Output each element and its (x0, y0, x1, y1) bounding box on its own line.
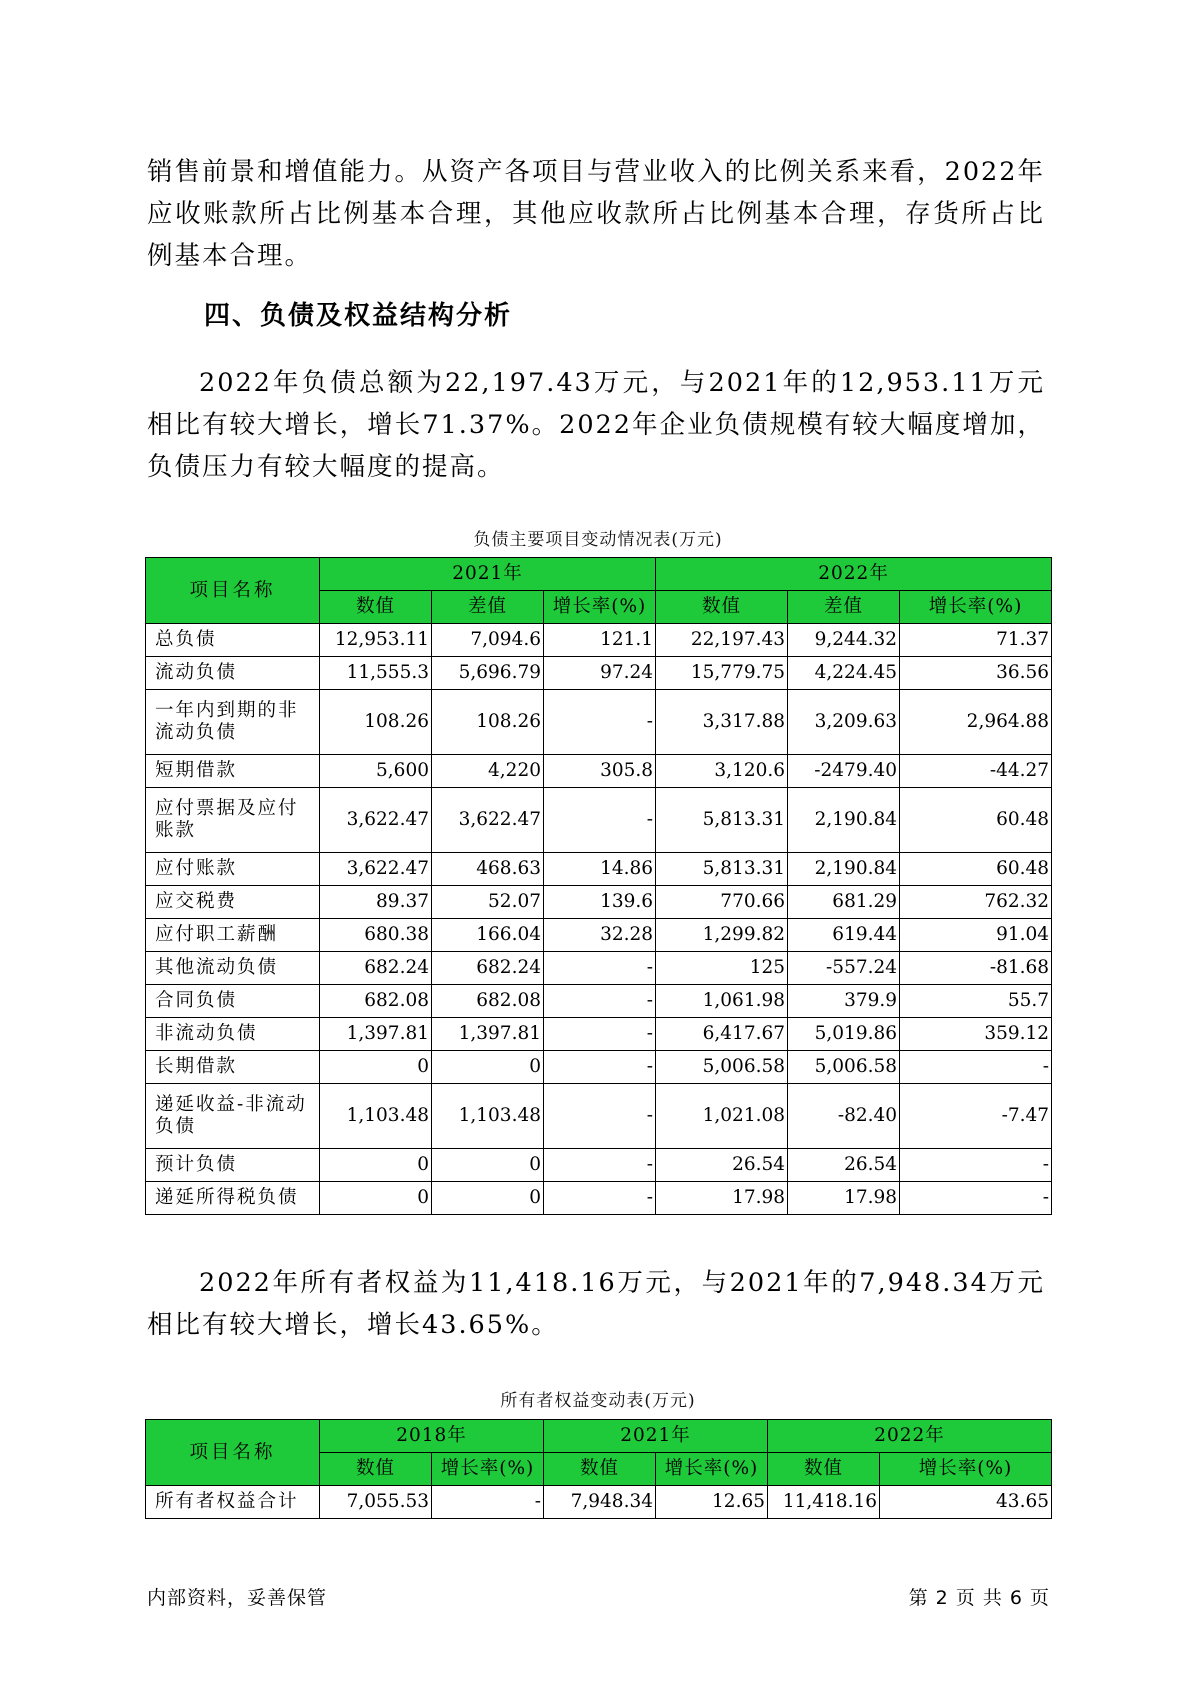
cell-diff-2022: 3,209.63 (788, 690, 900, 755)
header-value: 数值 (320, 1453, 432, 1486)
table-row (146, 788, 1052, 853)
table-row (146, 657, 1052, 690)
cell-value-2022: 5,006.58 (656, 1051, 788, 1084)
cell-value-2022: 1,021.08 (656, 1084, 788, 1149)
section-heading-liabilities-equity: 四、负债及权益结构分析 (204, 301, 513, 331)
footer-confidential-note: 内部资料，妥善保管 (147, 1587, 328, 1609)
table-row (146, 952, 1052, 985)
cell-growth-2021: 139.6 (544, 886, 656, 919)
header-year-2018: 2018年 (320, 1420, 544, 1453)
cell-value-2021: 89.37 (320, 886, 432, 919)
header-growth: 增长率(%) (900, 591, 1052, 624)
cell-growth-2022: 91.04 (900, 919, 1052, 952)
cell-value-2022: 15,779.75 (656, 657, 788, 690)
cell-diff-2022: 2,190.84 (788, 853, 900, 886)
cell-diff-2022: -557.24 (788, 952, 900, 985)
row-name: 合同负债 (146, 985, 320, 1018)
row-name: 应交税费 (146, 886, 320, 919)
paragraph-equity-summary: 2022年所有者权益为11,418.16万元，与2021年的7,948.34万元相比有较大增长，增长43.65%。 (147, 1268, 1045, 1340)
footer-page-number: 第 2 页 共 6 页 (908, 1587, 1050, 1609)
header-value: 数值 (656, 591, 788, 624)
cell-diff-2021: 0 (432, 1051, 544, 1084)
cell-diff-2021: 4,220 (432, 755, 544, 788)
header-diff: 差值 (788, 591, 900, 624)
cell-growth-2022: 43.65 (880, 1486, 1052, 1519)
row-name: 一年内到期的非流动负债 (146, 690, 320, 755)
equity-table-caption: 所有者权益变动表(万元) (500, 1391, 696, 1411)
cell-growth-2018: - (432, 1486, 544, 1519)
table-row (146, 886, 1052, 919)
row-name: 递延收益-非流动负债 (146, 1084, 320, 1149)
row-name: 所有者权益合计 (146, 1486, 320, 1519)
row-name: 流动负债 (146, 657, 320, 690)
cell-value-2021: 1,103.48 (320, 1084, 432, 1149)
paragraph-liabilities-summary: 2022年负债总额为22,197.43万元，与2021年的12,953.11万元相比有较大增长，增长71.37%。2022年企业负债规模有较大幅度增加，负债压力有较大幅度的提高。 (147, 368, 1045, 482)
header-year-2021: 2021年 (320, 558, 656, 591)
cell-growth-2021: 97.24 (544, 657, 656, 690)
row-name: 长期借款 (146, 1051, 320, 1084)
row-name: 应付职工薪酬 (146, 919, 320, 952)
cell-value-2022: 11,418.16 (768, 1486, 880, 1519)
cell-value-2022: 22,197.43 (656, 624, 788, 657)
cell-diff-2021: 1,397.81 (432, 1018, 544, 1051)
liabilities-table (145, 557, 1052, 1215)
cell-diff-2022: 4,224.45 (788, 657, 900, 690)
cell-value-2021: 11,555.3 (320, 657, 432, 690)
row-name: 应付票据及应付账款 (146, 788, 320, 853)
row-name: 应付账款 (146, 853, 320, 886)
table-row (146, 1149, 1052, 1182)
table-row (146, 690, 1052, 755)
header-diff: 差值 (432, 591, 544, 624)
cell-diff-2021: 468.63 (432, 853, 544, 886)
cell-diff-2022: 5,019.86 (788, 1018, 900, 1051)
table-row (146, 755, 1052, 788)
cell-diff-2021: 682.08 (432, 985, 544, 1018)
cell-value-2022: 17.98 (656, 1182, 788, 1215)
cell-growth-2021: 32.28 (544, 919, 656, 952)
row-name: 预计负债 (146, 1149, 320, 1182)
table-row (146, 853, 1052, 886)
header-growth: 增长率(%) (544, 591, 656, 624)
cell-diff-2022: -82.40 (788, 1084, 900, 1149)
cell-diff-2021: 108.26 (432, 690, 544, 755)
header-value: 数值 (320, 591, 432, 624)
cell-value-2021: 1,397.81 (320, 1018, 432, 1051)
cell-growth-2021: - (544, 690, 656, 755)
cell-value-2021: 0 (320, 1051, 432, 1084)
cell-value-2022: 1,299.82 (656, 919, 788, 952)
cell-diff-2021: 0 (432, 1182, 544, 1215)
cell-diff-2021: 3,622.47 (432, 788, 544, 853)
cell-value-2021: 108.26 (320, 690, 432, 755)
cell-value-2021: 682.24 (320, 952, 432, 985)
cell-value-2021: 682.08 (320, 985, 432, 1018)
header-growth: 增长率(%) (656, 1453, 768, 1486)
cell-growth-2022: 55.7 (900, 985, 1052, 1018)
cell-growth-2021: 305.8 (544, 755, 656, 788)
cell-value-2021: 5,600 (320, 755, 432, 788)
cell-growth-2021: - (544, 1149, 656, 1182)
cell-growth-2022: -7.47 (900, 1084, 1052, 1149)
cell-diff-2021: 0 (432, 1149, 544, 1182)
cell-value-2022: 6,417.67 (656, 1018, 788, 1051)
table-row (146, 1182, 1052, 1215)
cell-diff-2022: 379.9 (788, 985, 900, 1018)
cell-diff-2021: 7,094.6 (432, 624, 544, 657)
row-name: 递延所得税负债 (146, 1182, 320, 1215)
cell-value-2021: 12,953.11 (320, 624, 432, 657)
cell-diff-2022: -2479.40 (788, 755, 900, 788)
cell-diff-2022: 9,244.32 (788, 624, 900, 657)
cell-value-2022: 5,813.31 (656, 853, 788, 886)
table-row (146, 624, 1052, 657)
cell-diff-2021: 52.07 (432, 886, 544, 919)
cell-diff-2021: 1,103.48 (432, 1084, 544, 1149)
header-growth: 增长率(%) (880, 1453, 1052, 1486)
cell-diff-2021: 166.04 (432, 919, 544, 952)
cell-growth-2022: - (900, 1182, 1052, 1215)
cell-diff-2022: 17.98 (788, 1182, 900, 1215)
cell-value-2022: 1,061.98 (656, 985, 788, 1018)
cell-value-2022: 3,120.6 (656, 755, 788, 788)
cell-growth-2022: -44.27 (900, 755, 1052, 788)
cell-growth-2021: 121.1 (544, 624, 656, 657)
row-name: 非流动负债 (146, 1018, 320, 1051)
cell-growth-2021: - (544, 952, 656, 985)
header-item-name: 项目名称 (146, 558, 320, 624)
header-year-2021: 2021年 (544, 1420, 768, 1453)
cell-diff-2021: 5,696.79 (432, 657, 544, 690)
cell-growth-2021: 12.65 (656, 1486, 768, 1519)
cell-value-2022: 125 (656, 952, 788, 985)
cell-growth-2022: -81.68 (900, 952, 1052, 985)
header-value: 数值 (768, 1453, 880, 1486)
cell-value-2021: 680.38 (320, 919, 432, 952)
cell-growth-2022: 36.56 (900, 657, 1052, 690)
cell-diff-2022: 5,006.58 (788, 1051, 900, 1084)
cell-growth-2022: 60.48 (900, 853, 1052, 886)
cell-diff-2022: 2,190.84 (788, 788, 900, 853)
cell-value-2022: 3,317.88 (656, 690, 788, 755)
cell-growth-2021: - (544, 1018, 656, 1051)
header-item-name: 项目名称 (146, 1420, 320, 1486)
row-name: 总负债 (146, 624, 320, 657)
table-row (146, 1486, 1052, 1519)
header-year-2022: 2022年 (768, 1420, 1052, 1453)
table-row (146, 919, 1052, 952)
table-row (146, 1051, 1052, 1084)
cell-growth-2021: - (544, 1084, 656, 1149)
cell-value-2018: 7,055.53 (320, 1486, 432, 1519)
cell-diff-2022: 26.54 (788, 1149, 900, 1182)
cell-value-2021: 0 (320, 1149, 432, 1182)
header-growth: 增长率(%) (432, 1453, 544, 1486)
cell-diff-2022: 619.44 (788, 919, 900, 952)
equity-table (145, 1419, 1052, 1519)
liabilities-table-caption: 负债主要项目变动情况表(万元) (473, 530, 723, 550)
cell-value-2021: 0 (320, 1182, 432, 1215)
cell-value-2022: 770.66 (656, 886, 788, 919)
cell-value-2021: 7,948.34 (544, 1486, 656, 1519)
cell-growth-2022: 71.37 (900, 624, 1052, 657)
cell-growth-2021: - (544, 1051, 656, 1084)
cell-value-2022: 26.54 (656, 1149, 788, 1182)
cell-growth-2022: 60.48 (900, 788, 1052, 853)
cell-value-2021: 3,622.47 (320, 853, 432, 886)
cell-growth-2022: 2,964.88 (900, 690, 1052, 755)
cell-growth-2021: - (544, 788, 656, 853)
cell-diff-2022: 681.29 (788, 886, 900, 919)
row-name: 其他流动负债 (146, 952, 320, 985)
cell-growth-2021: - (544, 1182, 656, 1215)
table-row (146, 985, 1052, 1018)
cell-growth-2021: 14.86 (544, 853, 656, 886)
row-name: 短期借款 (146, 755, 320, 788)
table-row (146, 1018, 1052, 1051)
cell-value-2022: 5,813.31 (656, 788, 788, 853)
header-year-2022: 2022年 (656, 558, 1052, 591)
cell-value-2021: 3,622.47 (320, 788, 432, 853)
cell-growth-2022: 762.32 (900, 886, 1052, 919)
header-value: 数值 (544, 1453, 656, 1486)
cell-growth-2022: - (900, 1149, 1052, 1182)
table-row (146, 1084, 1052, 1149)
paragraph-asset-ratio: 销售前景和增值能力。从资产各项目与营业收入的比例关系来看，2022年应收账款所占比例基本合理，其他应收款所占比例基本合理，存货所占比例基本合理。 (147, 157, 1045, 271)
cell-growth-2022: 359.12 (900, 1018, 1052, 1051)
cell-growth-2022: - (900, 1051, 1052, 1084)
cell-growth-2021: - (544, 985, 656, 1018)
cell-diff-2021: 682.24 (432, 952, 544, 985)
